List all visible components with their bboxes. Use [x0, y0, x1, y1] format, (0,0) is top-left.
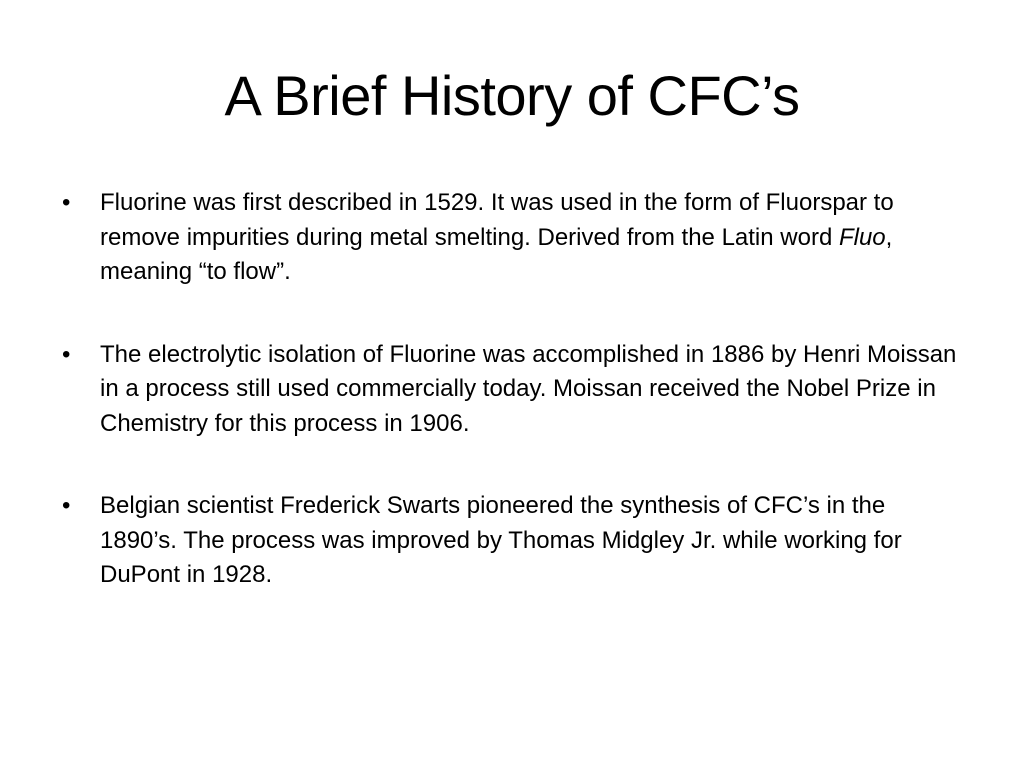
bullet-item-fluorine-origin — [62, 186, 967, 290]
bullet-text-start: Fluorine was first described in 1529. It was used in the form of Fluorspar to remove impurities during metal smelting. Derived from the Latin word — [100, 189, 894, 251]
bullet-icon: • — [62, 492, 71, 519]
slide-title: A Brief History of CFC’s — [224, 64, 800, 127]
bullet-text: Belgian scientist Frederick Swarts pioneered the synthesis of CFC’s in the 1890’s. The process was improved by Thomas Midgley Jr. while working for DuPont in 1928. — [100, 492, 902, 588]
bullet-item-swarts — [62, 489, 967, 593]
bullet-text: The electrolytic isolation of Fluorine was accomplished in 1886 by Henri Moissan in a process still used commercially today. Moissan received the Nobel Prize in Chemistry for this process in 1906. — [100, 340, 957, 437]
bullet-icon: • — [62, 340, 71, 368]
bullet-text — [100, 186, 967, 290]
bullet-list — [62, 186, 967, 593]
bullet-item-moissan — [62, 338, 967, 442]
bullet-icon: • — [62, 189, 71, 216]
bullet-text-italic-word: Fluo — [838, 223, 886, 251]
bullet-text-end: , meaning “to flow”. — [100, 223, 893, 285]
